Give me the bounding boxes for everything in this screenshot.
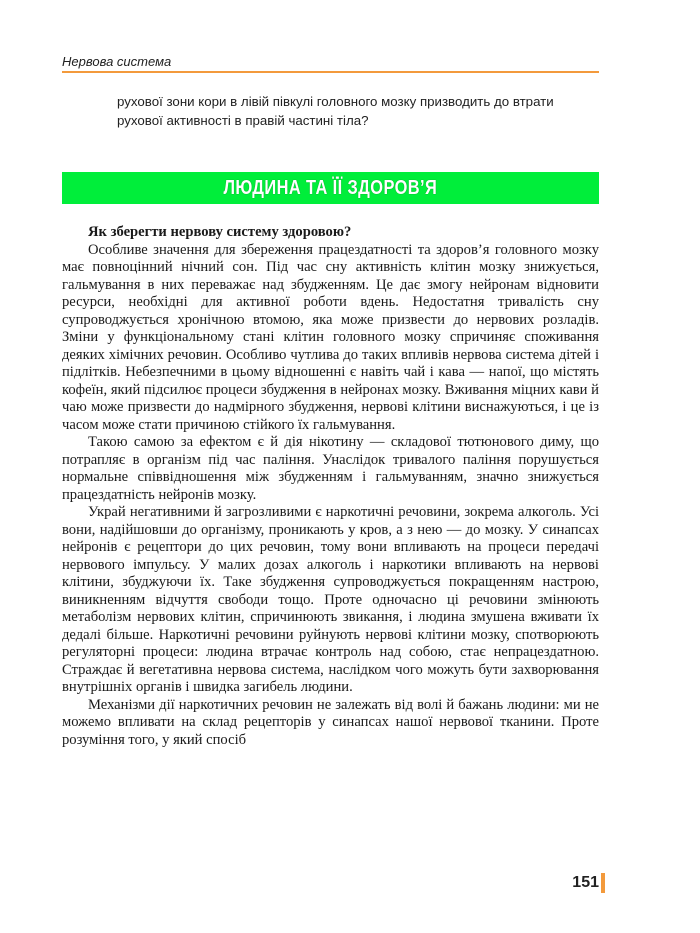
page-marker — [601, 873, 605, 893]
header-rule — [62, 71, 599, 73]
running-header: Нервова система — [62, 54, 172, 69]
intro-paragraph: рухової зони кори в лівій півкулі головного мозку призводить до втрати рухової активності в правій частині тіла? — [117, 94, 554, 128]
section-banner — [62, 172, 599, 204]
intro-paragraph-block — [117, 92, 599, 130]
main-text — [62, 224, 599, 749]
subheading: Як зберегти нервову систему здоровою? — [88, 224, 352, 240]
paragraph-3: Украй негативними й загрозливими є наркотичні речовини, зокрема алкоголь. Усі вони, надійшовши до організму, проникають у кров, а з нею — до мозку. У синапсах нейронів є рецептори до цих речовин, тому вони впливають на процеси передачі нервового імпульсу. У малих дозах алкоголь і наркотики впливають на нервові клітини, збуджуючи їх. Таке збудження супроводжується покращенням настрою, виникненням відчуття свободи тощо. Проте одночасно ці речовини змінюють метаболізм нервових клітин, спричинюють звикання, і людина змушена вживати їх дедалі більше. Наркотичні речовини руйнують нервові клітини мозку, спотворюють регуляторні процеси: людина втрачає контроль над собою, стає непрацездатною. Страждає й вегетативна нервова система, наслідком чого можуть бути захворювання внутрішніх органів і швидка загибель людини. — [62, 504, 599, 695]
page-number: 151 — [572, 874, 599, 891]
paragraph-4: Механізми дії наркотичних речовин не залежать від волі й бажань людини: ми не можемо впливати на склад рецепторів у синапсах нашої нервової тканини. Проте розуміння того, у який спосіб — [62, 696, 599, 748]
paragraph-2: Такою самою за ефектом є й дія нікотину — складової тютюнового диму, що потрапляє в організм під час паління. Унаслідок тривалого паління порушується нормальне співвідношення між збудженням і гальмуванням, значно знижується працездатність нейронів мозку. — [62, 434, 599, 503]
section-title: ЛЮДИНА ТА ЇЇ ЗДОРОВ’Я — [223, 176, 438, 199]
paragraph-1: Особливе значення для збереження працездатності та здоров’я головного мозку має повноцінний нічний сон. Під час сну активність клітин мозку знижується, гальмування в них переважає над збудженням. Це дає змогу нейронам відновити ресурси, необхідні для активної роботи вдень. Недостатня тривалість сну супроводжується хронічною втомою, яка може призвести до нервових розладів. Зміни у функціональному стані клітин головного мозку спричиняє споживання деяких хімічних речовин. Особливо чутлива до таких впливів нервова система дітей і підлітків. Небезпечними в цьому відношенні є навіть чай і кава — напої, що містять кофеїн, який підсилює процеси збудження в нейронах мозку. Вживання міцних кави й чаю може призвести до надмірного збудження, нервові клітини виснажуються, і це із часом може стати причиною стійкого їх гальмування. — [62, 241, 599, 433]
